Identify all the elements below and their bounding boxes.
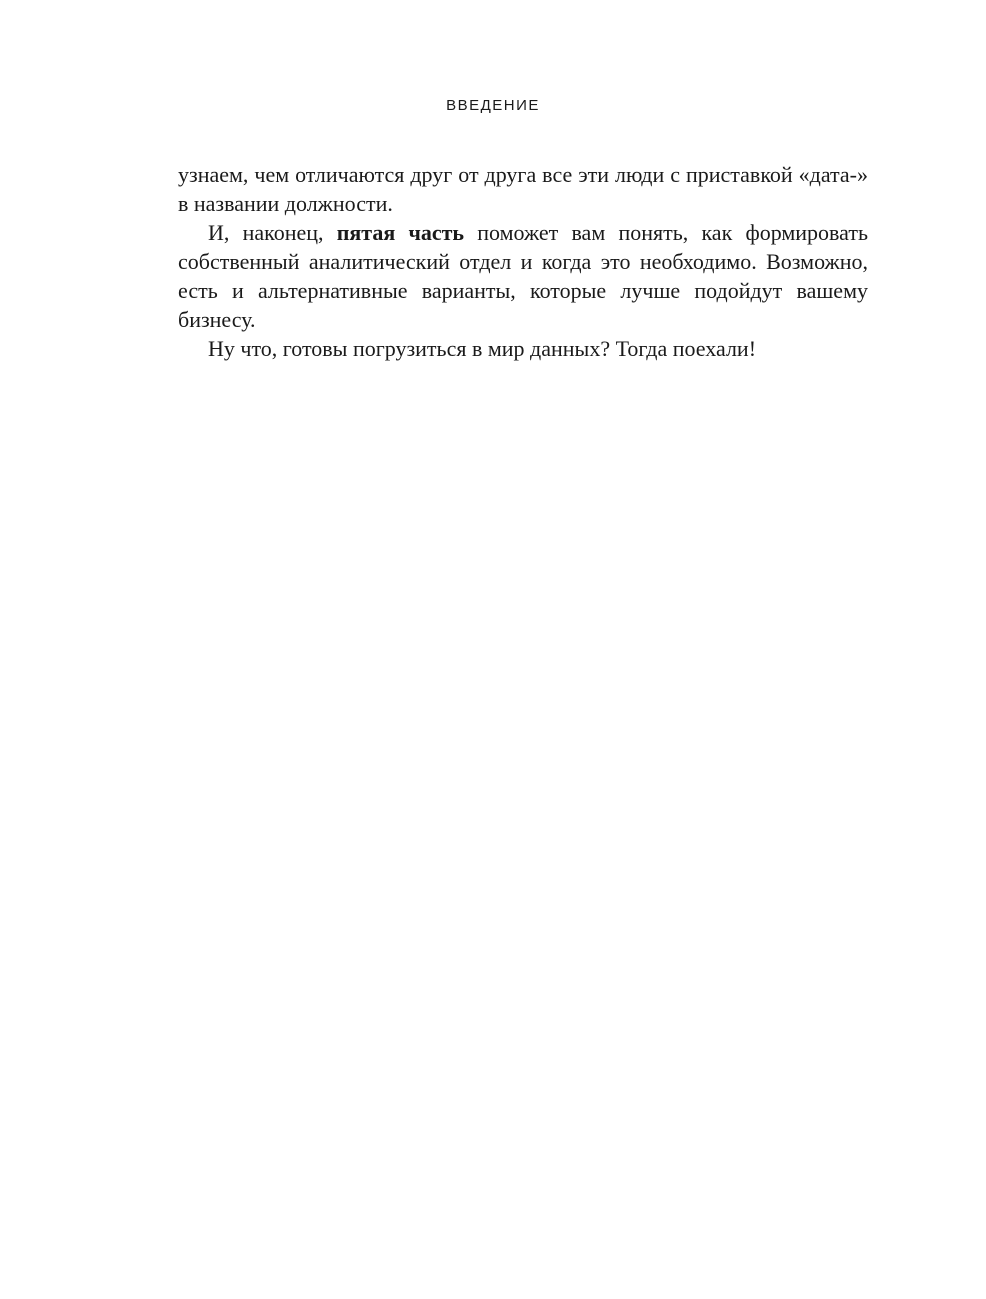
part-five-emphasis: пятая часть — [336, 220, 465, 245]
body-text — [178, 160, 868, 363]
paragraph-part-five — [178, 218, 868, 334]
paragraph-part-five-rest: поможет вам понять, как формировать собственный аналитический отдел и когда это необходимо. Возможно, есть и альтернативные варианты, которые лучше подойдут вашему бизнесу. — [178, 220, 869, 332]
paragraph-part-five-intro: И, наконец, — [208, 220, 337, 245]
running-header: ВВЕДЕНИЕ — [446, 97, 540, 114]
paragraph-closing: Ну что, готовы погрузиться в мир данных? Тогда поехали! — [208, 336, 757, 361]
paragraph-continuation: узнаем, чем отличаются друг от друга все эти люди с приставкой «дата-» в названии должности. — [178, 162, 868, 216]
